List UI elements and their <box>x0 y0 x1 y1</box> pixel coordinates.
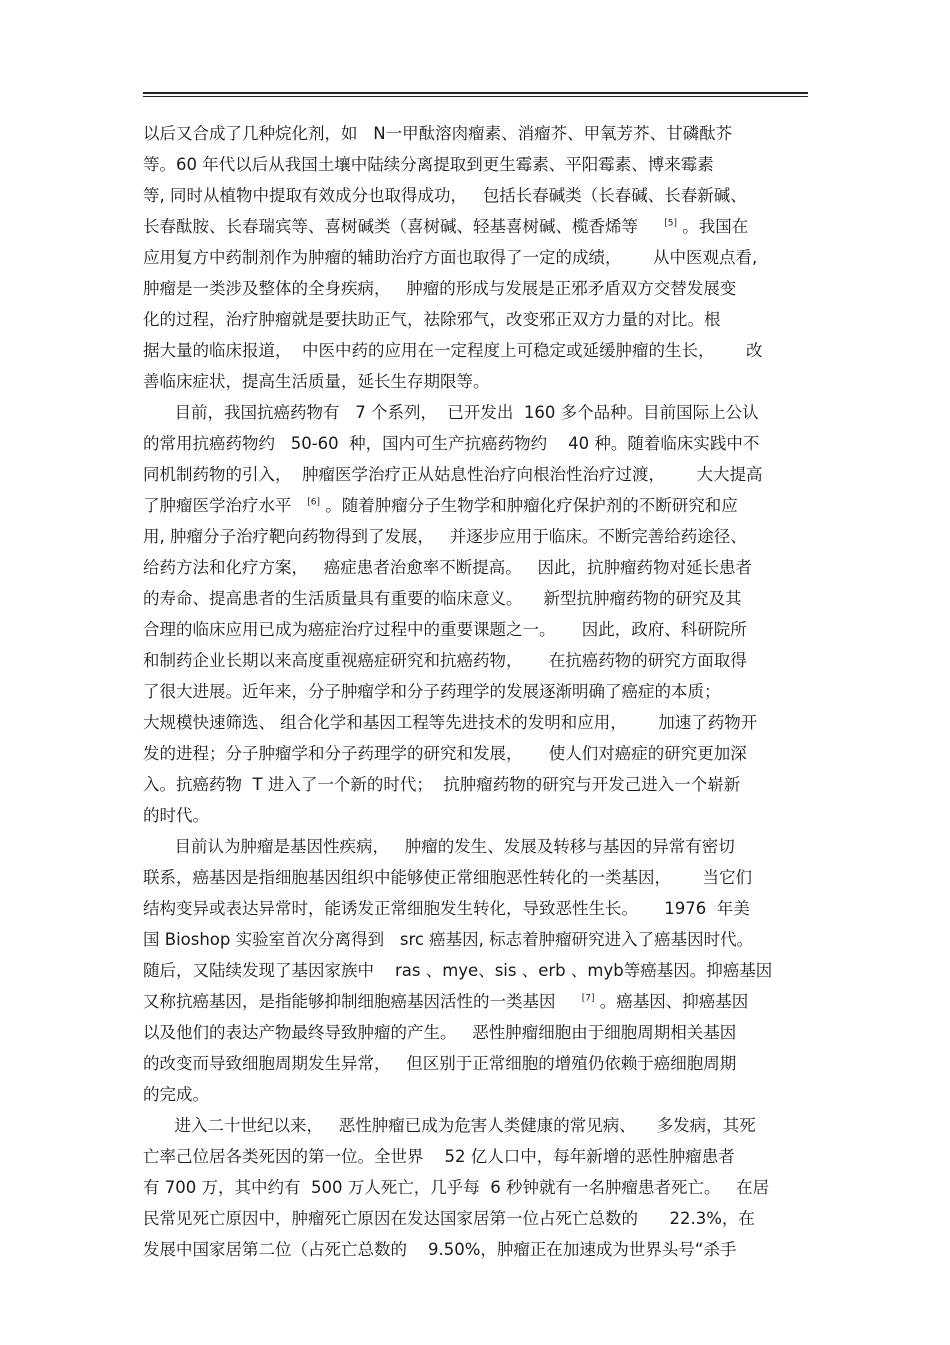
header-rule-thin <box>143 96 808 97</box>
text-line: 以及他们的表达产物最终导致肿瘤的产生。 恶性肿瘤细胞由于细胞周期相关基因 <box>143 1023 737 1042</box>
text-line: 发的进程；分子肿瘤学和分子药理学的研究和发展， 使人们对癌症的研究更加深 <box>143 744 747 763</box>
header-rule-thick <box>143 92 808 94</box>
text-line: 进入二十世纪以来， 恶性肿瘤已成为危害人类健康的常见病、 多发病，其死 <box>143 1116 756 1135</box>
text-line: 化的过程，治疗肿瘤就是要扶助正气，祛除邪气，改变邪正双方力量的对比。根 <box>143 310 721 329</box>
text-line: 发展中国家居第二位（占死亡总数的 9.50%，肿瘤正在加速成为世界头号“杀手 <box>143 1240 737 1259</box>
text-line: 给药方法和化疗方案， 癌症患者治愈率不断提高。 因此，抗肿瘤药物对延长患者 <box>143 558 752 577</box>
text-line: 了肿瘤医学治疗水平 [6] 。随着肿瘤分子生物学和肿瘤化疗保护剂的不断研究和应 <box>143 496 738 515</box>
text-line: 长春酞胺、长春瑞宾等、喜树碱类（喜树碱、轻基喜树碱、榄香烯等 [5] 。我国在 <box>143 217 749 236</box>
citation-ref: [5] <box>664 218 677 229</box>
text-line: 随后，又陆续发现了基因家族中 ras 、mye、sis 、erb 、myb等癌基因。抑癌基因 <box>143 961 773 980</box>
text-line: 以后又合成了几种烷化剂，如 N一甲酞溶肉瘤素、消瘤芥、甲氧芳芥、甘磷酞芥 <box>143 124 733 143</box>
text-line: 的改变而导致细胞周期发生异常， 但区别于正常细胞的增殖仍依赖于癌细胞周期 <box>143 1054 737 1073</box>
text-line: 的寿命、提高患者的生活质量具有重要的临床意义。 新型抗肿瘤药物的研究及其 <box>143 589 742 608</box>
text-line: 和制药企业长期以来高度重视癌症研究和抗癌药物， 在抗癌药物的研究方面取得 <box>143 651 747 670</box>
text-line: 民常见死亡原因中，肿瘤死亡原因在发达国家居第一位占死亡总数的 22.3%，在 <box>143 1209 755 1228</box>
text-line: 的时代。 <box>143 806 209 825</box>
citation-ref: [7] <box>581 993 595 1004</box>
text-line: 用, 肿瘤分子治疗靶向药物得到了发展， 并逐步应用于临床。不断完善给药途径、 <box>143 527 747 546</box>
text-line: 的常用抗癌药物约 50-60 种，国内可生产抗癌药物约 40 种。随着临床实践中不 <box>143 434 760 453</box>
text-line: 等。60 年代以后从我国土壤中陆续分离提取到更生霉素、平阳霉素、博来霉素 <box>143 155 714 174</box>
text-line: 入。抗癌药物 T 进入了一个新的时代； 抗肿瘤药物的研究与开发己进入一个崭新 <box>143 775 741 794</box>
text-line: 目前认为肿瘤是基因性疾病， 肿瘤的发生、发展及转移与基因的异常有密切 <box>143 837 735 856</box>
text-line: 善临床症状，提高生活质量，延长生存期限等。 <box>143 372 490 391</box>
text-line: 同机制药物的引入， 肿瘤医学治疗正从姑息性治疗向根治性治疗过渡， 大大提高 <box>143 465 763 484</box>
text-line: 了很大进展。近年来，分子肿瘤学和分子药理学的发展逐渐明确了癌症的本质； <box>143 682 721 701</box>
text-line: 的完成。 <box>143 1085 209 1104</box>
text-line: 合理的临床应用已成为癌症治疗过程中的重要课题之一。 因此，政府、科研院所 <box>143 620 747 639</box>
text-line: 联系，癌基因是指细胞基因组织中能够使正常细胞恶性转化的一类基因， 当它们 <box>143 868 752 887</box>
text-line: 肿瘤是一类涉及整体的全身疾病， 肿瘤的形成与发展是正邪矛盾双方交替发展变 <box>143 279 737 298</box>
text-line: 大规模快速筛选、 组合化学和基因工程等先进技术的发明和应用， 加速了药物开 <box>143 713 758 732</box>
text-line: 目前，我国抗癌药物有 7 个系列， 已开发出 160 多个品种。目前国际上公认 <box>143 403 759 422</box>
citation-ref: [6] <box>307 497 320 508</box>
text-line: 应用复方中药制剂作为肿瘤的辅助治疗方面也取得了一定的成绩， 从中医观点看, <box>143 248 758 267</box>
text-line: 又称抗癌基因，是指能够抑制细胞癌基因活性的一类基因 [7] 。癌基因、抑癌基因 <box>143 992 749 1011</box>
text-line: 据大量的临床报道， 中医中药的应用在一定程度上可稳定或延缓肿瘤的生长， 改 <box>143 341 763 360</box>
body-text <box>143 118 813 1265</box>
text-line: 结构变异或表达异常时，能诱发正常细胞发生转化，导致恶性生长。 1976 年美 <box>143 899 750 918</box>
text-line: 国 Bioshop 实验室首次分离得到 src 癌基因, 标志着肿瘤研究进入了癌基因时代。 <box>143 930 754 949</box>
text-line: 亡率己位居各类死因的第一位。全世界 52 亿人口中，每年新增的恶性肿瘤患者 <box>143 1147 735 1166</box>
text-line: 有 700 万，其中约有 500 万人死亡，几乎每 6 秒钟就有一名肿瘤患者死亡。 在居 <box>143 1178 770 1197</box>
text-line: 等, 同时从植物中提取有效成分也取得成功， 包括长春碱类（长春碱、长春新碱、 <box>143 186 747 205</box>
